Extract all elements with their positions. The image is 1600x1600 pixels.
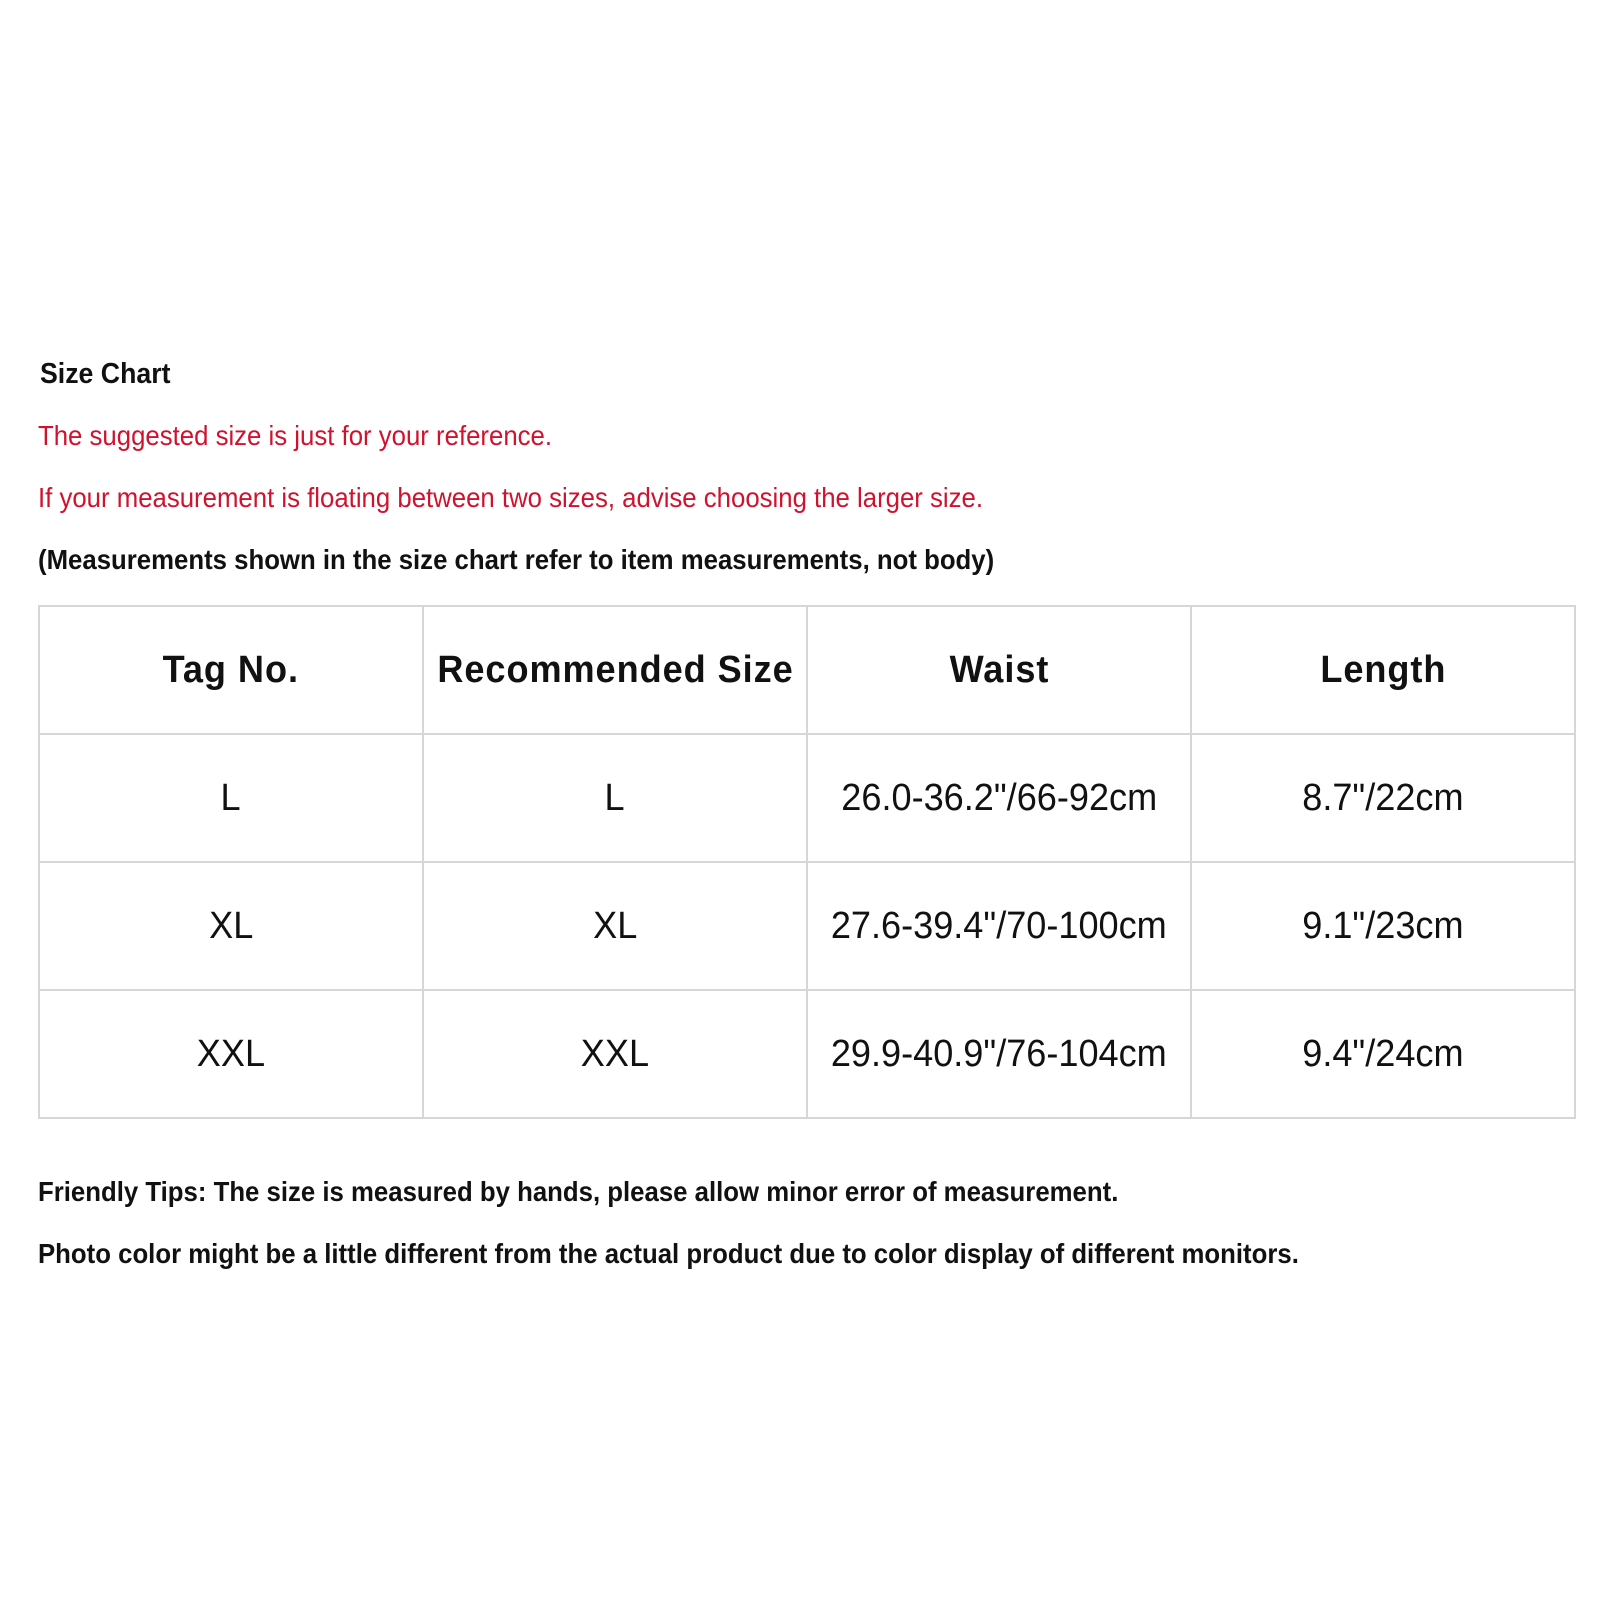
size-table — [38, 605, 1576, 1119]
table-row — [39, 990, 1575, 1118]
cell-recommended-size: L — [423, 734, 807, 862]
cell-length: 9.1"/23cm — [1191, 862, 1575, 990]
cell-tag-no: XL — [39, 862, 423, 990]
friendly-tip-color: Photo color might be a little different from the actual product due to color display of different monitors. — [38, 1238, 1299, 1269]
cell-tag-no: L — [39, 734, 423, 862]
cell-waist: 27.6-39.4"/70-100cm — [807, 862, 1191, 990]
cell-length: 9.4"/24cm — [1191, 990, 1575, 1118]
cell-waist: 29.9-40.9"/76-104cm — [807, 990, 1191, 1118]
cell-recommended-size: XXL — [423, 990, 807, 1118]
column-header-length: Length — [1191, 606, 1575, 734]
larger-size-advice: If your measurement is floating between two sizes, advise choosing the larger size. — [38, 482, 984, 513]
table-row — [39, 734, 1575, 862]
table-row — [39, 862, 1575, 990]
table-header-row — [39, 606, 1575, 734]
column-header-recommended-size: Recommended Size — [423, 606, 807, 734]
measurement-disclaimer: (Measurements shown in the size chart refer to item measurements, not body) — [38, 544, 995, 575]
friendly-tip-measurement: Friendly Tips: The size is measured by hands, please allow minor error of measurement. — [38, 1176, 1119, 1207]
cell-waist: 26.0-36.2"/66-92cm — [807, 734, 1191, 862]
column-header-tag-no: Tag No. — [39, 606, 423, 734]
cell-length: 8.7"/22cm — [1191, 734, 1575, 862]
column-header-waist: Waist — [807, 606, 1191, 734]
cell-tag-no: XXL — [39, 990, 423, 1118]
cell-recommended-size: XL — [423, 862, 807, 990]
reference-note: The suggested size is just for your reference. — [38, 420, 553, 451]
size-chart-title: Size Chart — [40, 358, 171, 390]
